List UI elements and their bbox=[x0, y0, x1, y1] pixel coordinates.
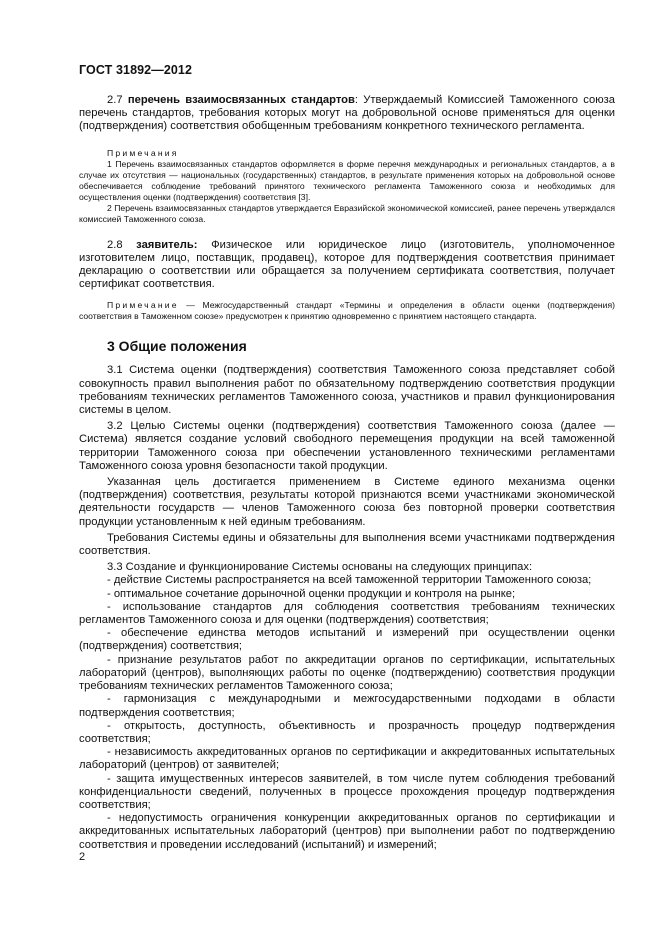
clause-3-2: 3.2 Целью Системы оценки (подтверждения) соответствия Таможенного союза (далее — Система) является создание условий свободного перемещения продукции на всей таможенной территории Таможенного союза при обеспечении установленного техническими регламентами Таможенного союза уровня безопасности такой продукции. bbox=[79, 420, 615, 472]
list-item: - использование стандартов для соблюдения соответствия требованиям технических регламентов Таможенного союза и для оценки (подтверждения) соответствия; bbox=[79, 600, 615, 627]
page-number: 2 bbox=[79, 851, 86, 863]
section-3-title: 3 Общие положения bbox=[107, 338, 247, 355]
paragraph: Требования Системы едины и обязательны для выполнения всеми участниками подтверждения соответствия. bbox=[79, 531, 615, 558]
clause-2-8 bbox=[79, 239, 615, 292]
term: заявитель: bbox=[136, 238, 198, 251]
list-item: - гармонизация с международными и межгосударственными подходами в области подтверждения соответствия; bbox=[79, 693, 615, 719]
list-item: - обеспечение единства методов испытаний и измерений при осуществлении оценки (подтверждения) соответствия; bbox=[79, 627, 615, 653]
list-item: - открытость, доступность, объективность и прозрачность процедур подтверждения соответствия; bbox=[79, 719, 615, 745]
note-2-8 bbox=[79, 300, 615, 322]
note-label: Примечание bbox=[107, 300, 179, 311]
definition: : Утверждаемый Комиссией Таможенного союза перечень стандартов, требования которых могут на добровольной основе применяться для оценки (подтверждения) соответствия обобщенным требованиям конкретного технического регламента. bbox=[79, 94, 615, 133]
list-item: - оптимальное сочетание дорыночной оценки продукции и контроля на рынке; bbox=[107, 587, 516, 600]
notes-heading: Примечания bbox=[107, 147, 179, 158]
list-item: - защита имущественных интересов заявителей, в том числе путем соблюдения требований конфиденциальности сведений, полученных в процессе прохождения процедур подтверждения соответствия; bbox=[79, 772, 615, 811]
term: перечень взаимосвязанных стандартов bbox=[127, 94, 355, 106]
note-2: 2 Перечень взаимосвязанных стандартов утверждается Евразийской экономической комиссией, ранее перечень утверждался комиссией Таможенного союза. bbox=[79, 202, 615, 224]
list-item: - действие Системы распространяется на всей таможенной территории Таможенного союза; bbox=[107, 574, 592, 587]
note-text: — Межгосударственный стандарт «Термины и определения в области оценки (подтверждения) соответствия в Таможенном союзе» предусмотрен к принятию одновременно с принятием настоящего стандарта. bbox=[79, 300, 615, 322]
clause-number: 2.8 bbox=[107, 238, 123, 251]
clause-3-1: 3.1 Система оценки (подтверждения) соответствия Таможенного союза представляет собой совокупность правил выполнения работ по обязательному подтверждению соответствия продукции требованиям технических регламентов Таможенного союза, участников и правил функционирования системы в целом. bbox=[79, 364, 615, 417]
clause-number: 2.7 bbox=[107, 94, 123, 106]
clause-3-3: 3.3 Создание и функционирование Системы основаны на следующих принципах: bbox=[107, 561, 533, 574]
note-1: 1 Перечень взаимосвязанных стандартов оформляется в форме перечня международных и региональных стандартов, а в случае их отсутствия — национальных (государственных) стандартов, в результате применения которых на добровольной основе обеспечивается соблюдение требований принятого технического регламента Таможенного союза и необходимых для осуществления оценки (подтверждения) соответствия [3]. bbox=[79, 158, 615, 202]
standard-header: ГОСТ 31892—2012 bbox=[79, 63, 193, 77]
list-item: - признание результатов работ по аккредитации органов по сертификации, испытательных лабораторий (центров), выполняющих работы по оценке (подтверждению) соответствия продукции требованиям технических регламентов Таможенного союза; bbox=[79, 653, 615, 693]
page-content bbox=[79, 94, 615, 852]
paragraph: Указанная цель достигается применением в Системе единого механизма оценки (подтверждения) соответствия, результаты которой признаются всеми участниками экономической деятельности государств — членов Таможенного союза без повторной проверки соответствия продукции установленным к ней единым требованиям. bbox=[79, 476, 615, 528]
list-item: - независимость аккредитованных органов по сертификации и аккредитованных испытательных лабораторий (центров) от заявителей; bbox=[79, 746, 615, 772]
clause-2-7 bbox=[79, 94, 615, 134]
definition: Физическое или юридическое лицо (изготовитель, уполномоченное изготовителем лицо, поставщик, продавец), которое для подтверждения соответствия принимает декларацию о соответствии или обращается за получением сертификата соответствия, получает сертификат соответствия. bbox=[79, 238, 615, 291]
list-item: - недопустимость ограничения конкуренции аккредитованных органов по сертификации и аккредитованных испытательных лабораторий (центров) при выполнении работ по подтверждению соответствия и проведении исследований (испытаний) и измерений; bbox=[79, 812, 615, 851]
